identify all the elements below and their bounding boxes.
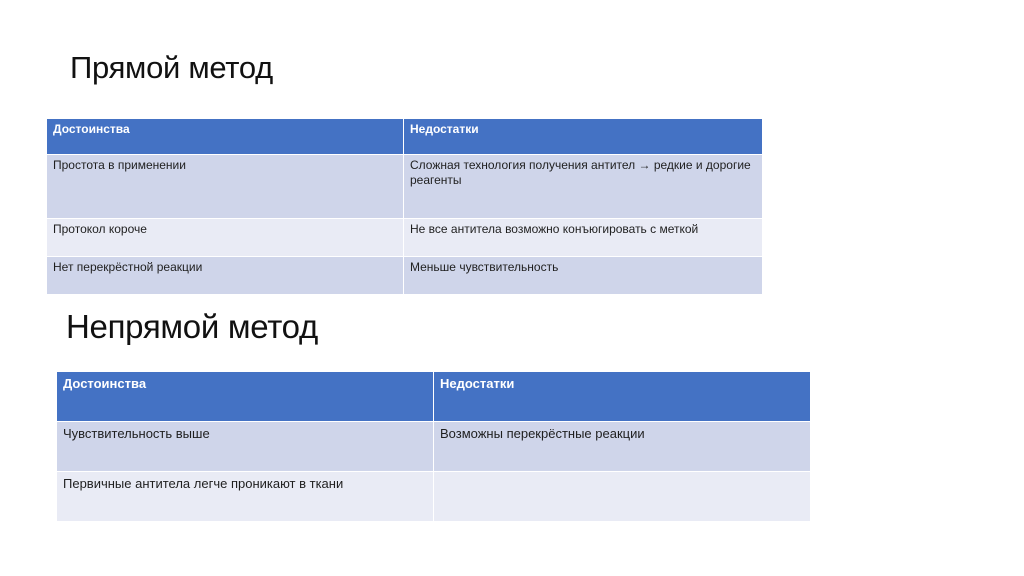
table-header-row	[57, 372, 811, 422]
table-row	[47, 257, 763, 295]
disadvantages-header: Недостатки	[434, 372, 811, 422]
disadvantage-cell	[434, 472, 811, 522]
disadvantage-cell: Не все антитела возможно конъюгировать с меткой	[404, 219, 763, 257]
advantage-cell: Простота в применении	[47, 155, 404, 219]
advantage-cell: Чувствительность выше	[57, 422, 434, 472]
table-header-row	[47, 119, 763, 155]
disadvantage-cell: Возможны перекрёстные реакции	[434, 422, 811, 472]
table-row	[47, 219, 763, 257]
direct-method-table	[46, 118, 763, 295]
indirect-method-title: Непрямой метод	[66, 308, 318, 345]
table-row	[47, 155, 763, 219]
table-row	[57, 422, 811, 472]
advantage-cell: Протокол короче	[47, 219, 404, 257]
advantages-header: Достоинства	[47, 119, 404, 155]
table-row	[57, 472, 811, 522]
indirect-method-table	[56, 371, 811, 522]
disadvantages-header: Недостатки	[404, 119, 763, 155]
advantages-header: Достоинства	[57, 372, 434, 422]
advantage-cell: Первичные антитела легче проникают в ткани	[57, 472, 434, 522]
advantage-cell: Нет перекрёстной реакции	[47, 257, 404, 295]
disadvantage-cell: Меньше чувствительность	[404, 257, 763, 295]
direct-method-title: Прямой метод	[70, 50, 273, 85]
disadvantage-cell: Сложная технология получения антител → редкие и дорогие реагенты	[404, 155, 763, 219]
